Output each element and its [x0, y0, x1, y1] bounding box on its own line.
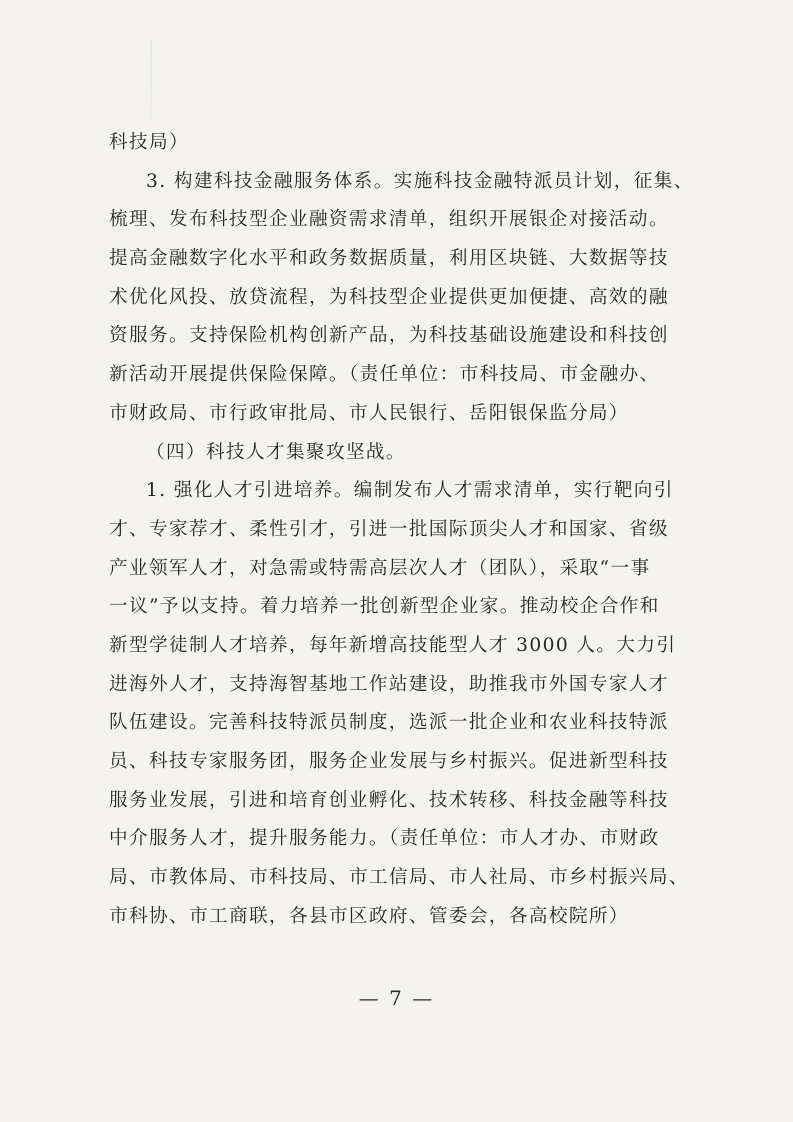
text-line: 中介服务人才，提升服务能力。（责任单位：市人才办、市财政 [109, 828, 660, 850]
scan-fold-mark [150, 40, 152, 120]
text-line: 服务业发展，引进和培育创业孵化、技术转移、科技金融等科技 [109, 789, 669, 811]
text-line: 市财政局、市行政审批局、市人民银行、岳阳银保监分局） [109, 402, 629, 424]
text-line: 一议”予以支持。着力培养一批创新型企业家。推动校企合作和 [109, 596, 660, 618]
section-heading-1: 1. 强化人才引进培养。编制发布人才需求清单，实行靶向引 [146, 480, 674, 502]
text-line: 术优化风投、放贷流程，为科技型企业提供更加便捷、高效的融 [109, 286, 669, 308]
text-line: 员、科技专家服务团，服务企业发展与乡村振兴。促进新型科技 [109, 751, 669, 772]
text-line: 产业领军人才，对急需或特需高层次人才（团队），采取“一事 [109, 557, 651, 579]
text-line: 新型学徒制人才培养，每年新增高技能型人才 3000 人。大力引 [109, 634, 677, 656]
text-line: 队伍建设。完善科技特派员制度，选派一批企业和农业科技特派 [109, 712, 669, 734]
section-heading-4: （四）科技人才集聚攻坚战。 [146, 441, 406, 463]
text-line: 才、专家荐才、柔性引才，引进一批国际顶尖人才和国家、省级 [109, 518, 669, 540]
text-line: 资服务。支持保险机构创新产品，为科技基础设施建设和科技创 [109, 325, 669, 347]
body-text [109, 124, 694, 936]
page-number: — 7 — [358, 986, 435, 1010]
text-line: 新活动开展提供保险保障。（责任单位：市科技局、市金融办、 [109, 364, 660, 386]
text-line: 科技局） [109, 132, 189, 153]
text-line: 提高金融数字化水平和政务数据质量，利用区块链、大数据等技 [109, 248, 669, 270]
section-heading-3: 3. 构建科技金融服务体系。实施科技金融特派员计划，征集、 [146, 170, 694, 192]
text-line: 局、市教体局、市科技局、市工信局、市人社局、市乡村振兴局、 [109, 867, 689, 889]
text-line: 进海外人才，支持海智基地工作站建设，助推我市外国专家人才 [109, 673, 669, 695]
text-line: 市科协、市工商联，各县市区政府、管委会，各高校院所） [109, 905, 629, 927]
text-line: 梳理、发布科技型企业融资需求清单，组织开展银企对接活动。 [109, 209, 669, 231]
